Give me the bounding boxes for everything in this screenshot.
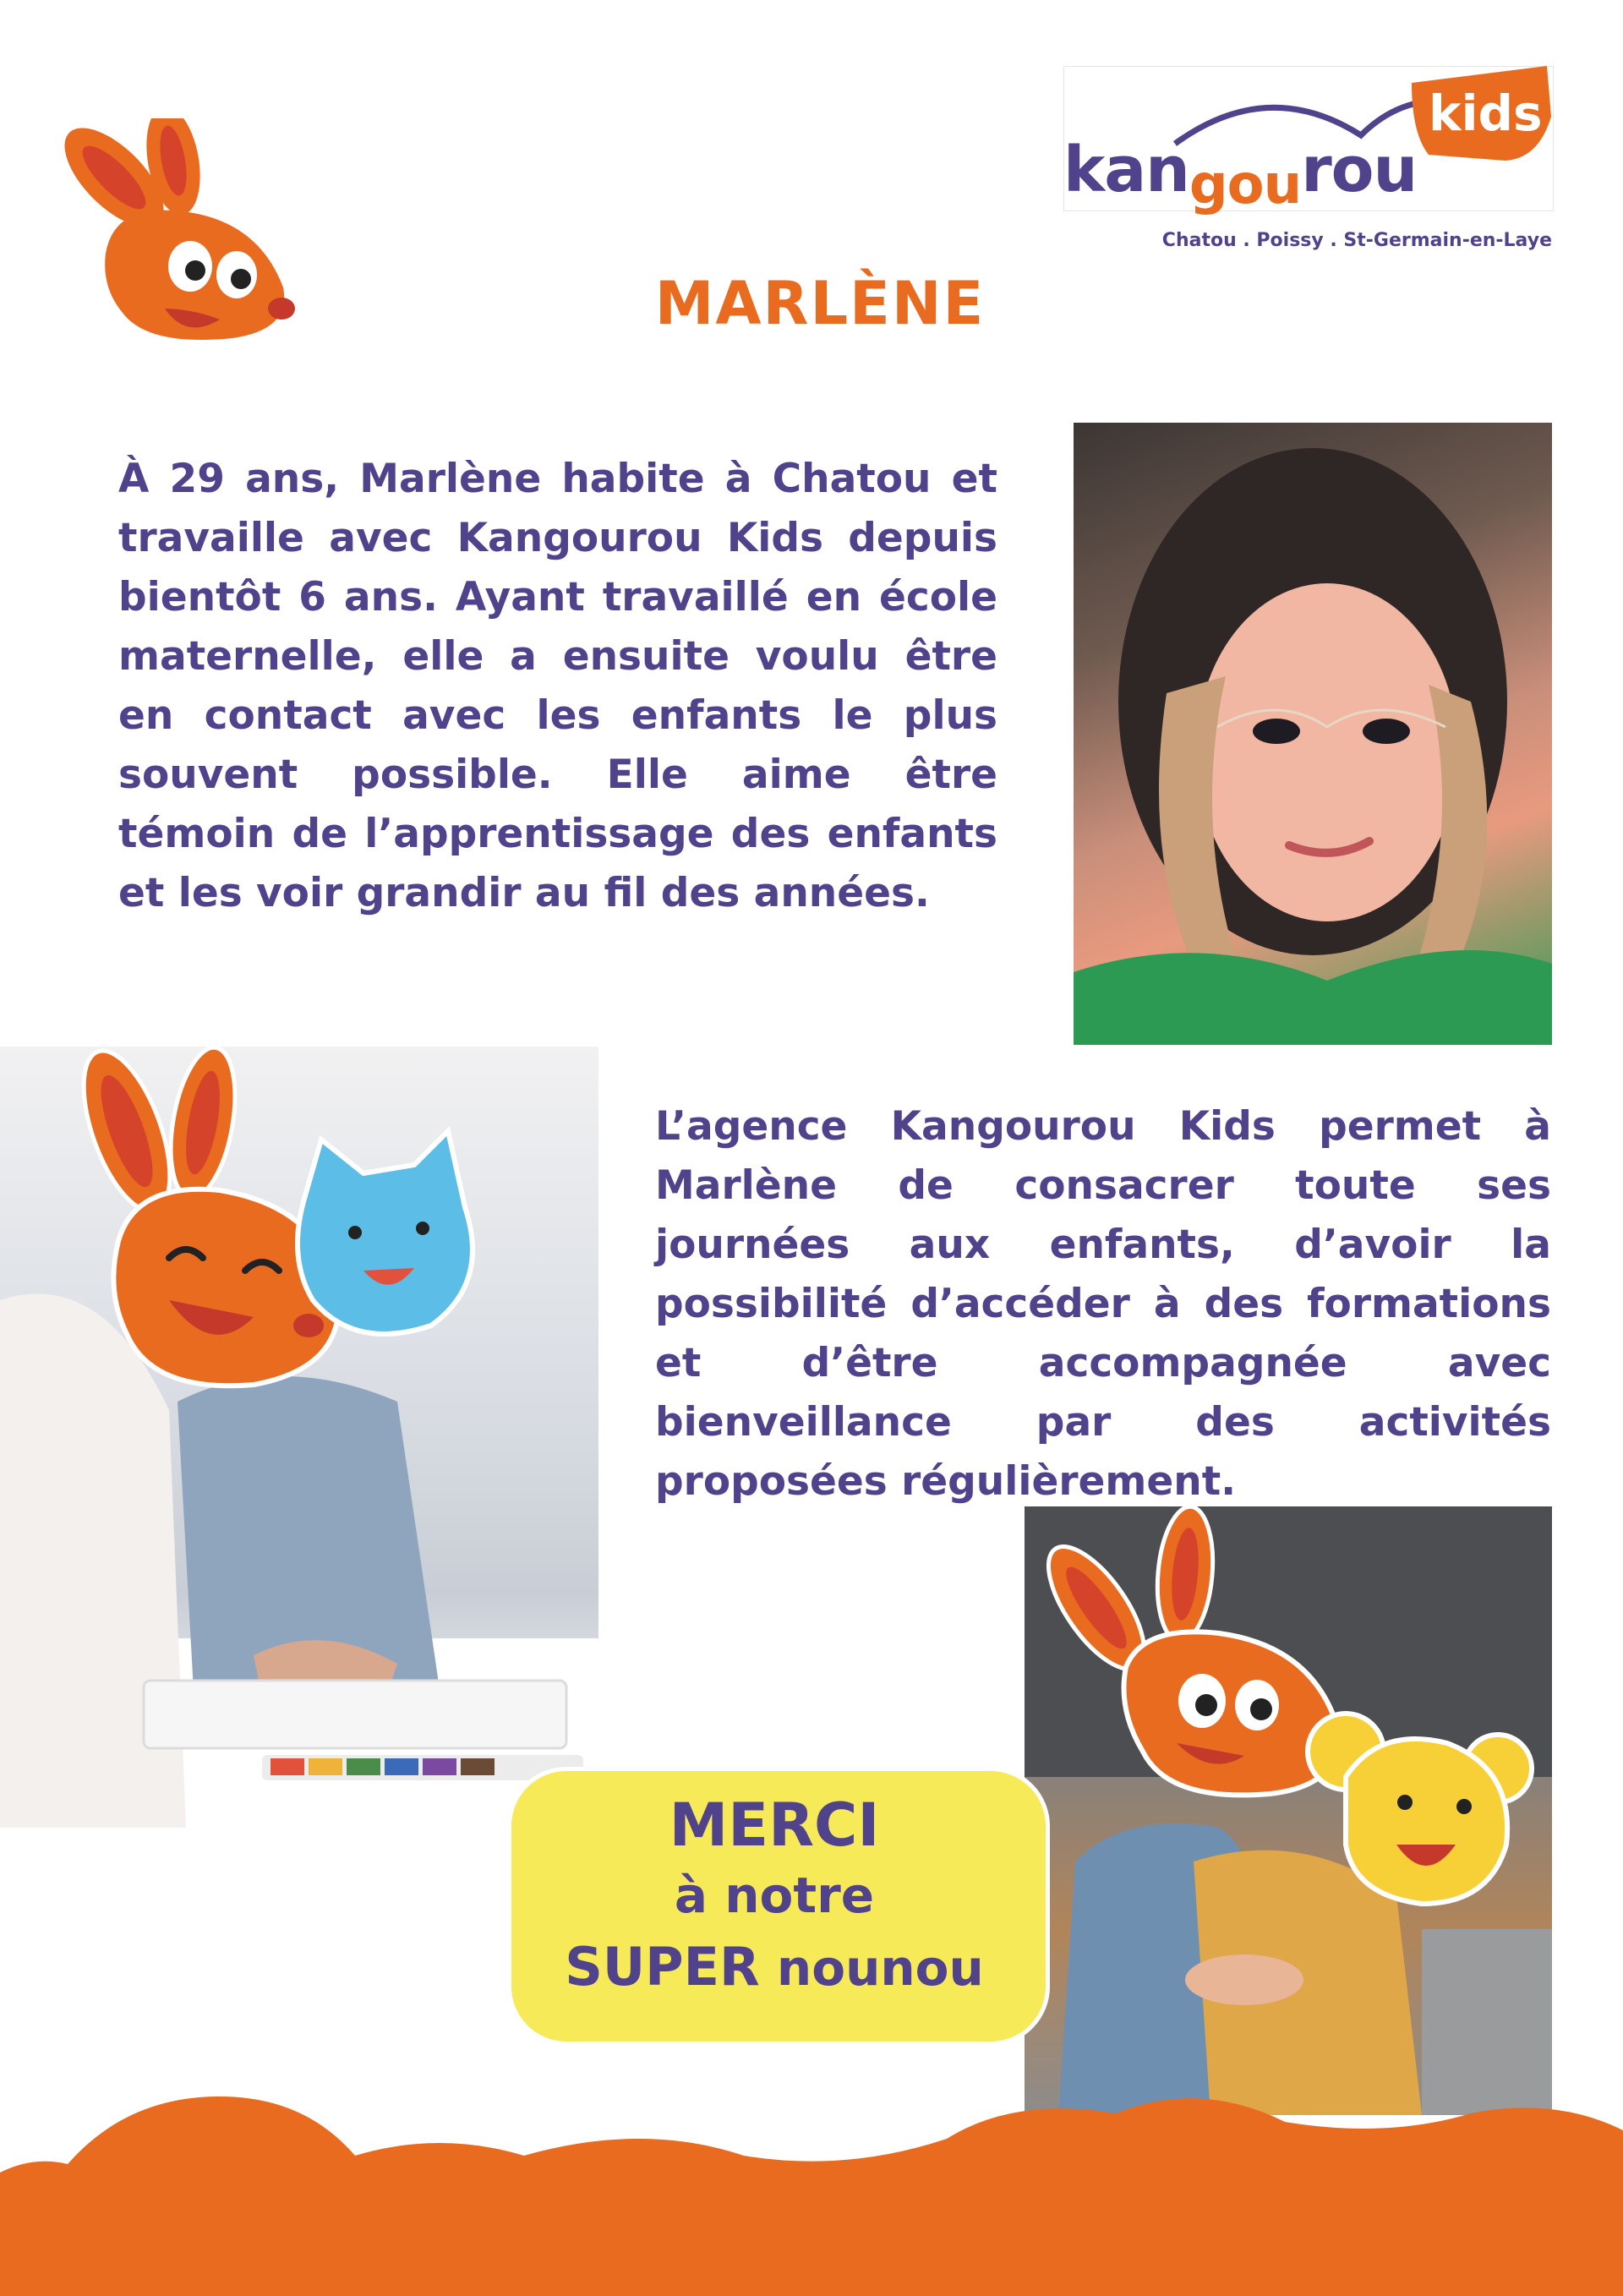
page-title: MARLÈNE	[654, 269, 986, 338]
cat-mascot-icon	[298, 1131, 473, 1334]
nanny-child-illustration	[1025, 1506, 1552, 2115]
intro-paragraph: À 29 ans, Marlène habite à Chatou et travaille avec Kangourou Kids depuis bientôt 6 ans. Ayant travaillé en école maternelle, elle a ensuite voulu être en contact avec les enfants le plus souvent possible. Elle aime être témoin de l’apprentissage des enfants et les voir grandir au fil des années.	[118, 456, 997, 916]
portrait-illustration	[1074, 423, 1552, 1045]
merci-line-2: à notre	[674, 1867, 875, 1924]
logo-locations: Chatou . Poissy . St-Germain-en-Laye	[1161, 230, 1552, 251]
mother-child-illustration	[0, 1047, 598, 1828]
portrait-photo	[1074, 423, 1552, 1045]
logo-wordmark: kangourou	[1063, 134, 1418, 216]
logo-kids-text: kids	[1429, 85, 1543, 142]
kangaroo-mascot-icon	[46, 118, 300, 355]
merci-title: MERCI	[669, 1790, 880, 1860]
merci-line-3: SUPER nounou	[565, 1936, 984, 1998]
agency-paragraph: L’agence Kangourou Kids permet à Marlène de consacrer toute ses journées aux enfants, d’avoir la possibilité d’accéder à des formations et d’être accompagnée avec bienveillance par des activités proposées régulièrement.	[655, 1103, 1551, 1505]
footer-wave	[0, 2063, 1623, 2296]
mother-child-photo	[0, 1047, 598, 1828]
nanny-child-photo	[1025, 1506, 1552, 2115]
